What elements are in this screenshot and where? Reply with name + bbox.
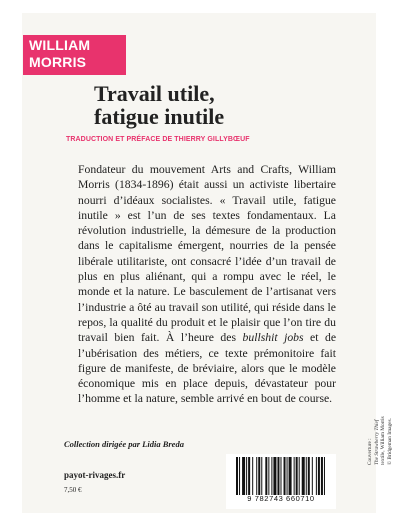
image-credits [351,335,393,465]
author-last-name: MORRIS [29,54,87,70]
author-block [23,35,126,75]
blurb-part-2: et de l’ubérisation des métiers, ce texte prémonitoire fait figure de manifeste, de bréviaire, alors que le modèle économique mis en place depuis, dévastateur pour l’homme et la nature, semble arrivé en bout de course. [78,331,337,406]
title-line-1: Travail utile, [94,81,215,106]
blurb-italic: bullshit jobs [242,331,304,345]
barcode-icon [236,457,328,495]
author-first-name: WILLIAM [29,37,91,53]
publisher-website: payot-rivages.fr [64,470,126,480]
book-title [94,82,344,128]
price: 7,50 € [64,486,82,494]
blurb-part-1: Fondateur du mouvement Arts and Crafts, William Morris (1834-1896) était aussi un activiste libertaire nourri d’idéaux socialistes. « Travail utile, fatigue inutile » est l’un de ses textes fondamentaux. La révolution industrielle, la démesure de la production dans le capitalisme émergent, nourries de la pensée libérale utilitariste, ont consacré l’idée d’un travail de plus en plus aliénant, qui a rompu avec le réel, le monde et la nature. Le basculement de l’artisanat vers l’industrie a ôté au travail son utilité, qui réside dans le repos, la qualité du produit et le plaisir que l’on tire du travail bien fait. À l’heure des [78,163,336,345]
blurb-text [78,162,336,407]
credits-prefix: Couverture : [367,438,373,465]
barcode [226,454,336,509]
credits-work: The Strawberry Thief [373,419,380,465]
collection-credit: Collection dirigée par Lidia Breda [64,439,184,449]
credits-suffix: textile, William Morris [380,416,386,465]
barcode-number: 9 782743 660710 [247,494,315,503]
translator-credit: TRADUCTION ET PRÉFACE DE THIERRY GILLYBŒUF [66,136,250,143]
title-line-2: fatigue inutile [94,104,225,129]
credits-copyright: © Bridgeman Images. [386,418,393,465]
